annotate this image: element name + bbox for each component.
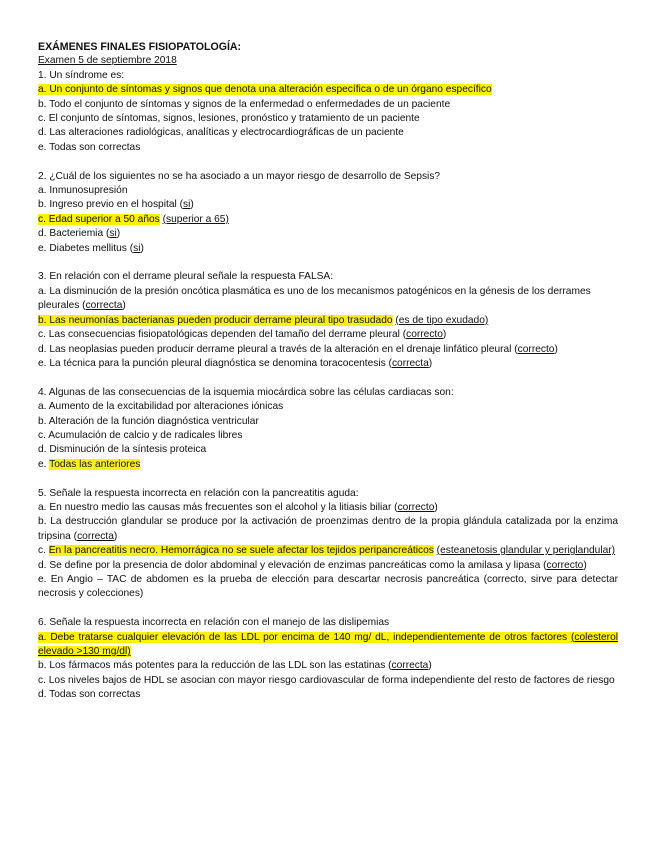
q3-a-note: correcta [85, 300, 123, 312]
q4-option-c: c. Acumulación de calcio y de radicales libres [38, 429, 243, 441]
q3-b-note: (es de tipo exudado) [395, 314, 489, 326]
q5-a-note: correcto [397, 501, 435, 513]
q6-option-d: d. Todas son correctas [38, 689, 141, 701]
q6-option-c: c. Los niveles bajos de HDL se asocian con mayor riesgo cardiovascular de forma independiente del resto de factores de riesgo [38, 674, 615, 686]
q1-option-d: d. Las alteraciones radiológicas, analíticas y electrocardiográficas de un paciente [38, 127, 404, 139]
q5-option-a: a. En nuestro medio las causas más frecuentes son el alcohol y la litiasis biliar (correcto) [38, 501, 438, 513]
q3-option-e: e. La técnica para la punción pleural diagnóstica se denomina toracocentesis (correcta) [38, 357, 433, 369]
q2-b-note: si [182, 199, 191, 211]
q5-c-note: (esteanetosis glandular y periglandular) [436, 545, 616, 557]
question-4: 4. Algunas de las consecuencias de la isquemia miocárdica sobre las células cardiacas son: [38, 386, 454, 398]
q5-option-d: d. Se define por la presencia de dolor abdominal y elevación de enzimas pancreáticas como la amilasa y lipasa (correcto) [38, 559, 587, 571]
q2-option-a: a. Inmunosupresión [38, 185, 128, 197]
q4-option-d: d. Disminución de la síntesis proteica [38, 444, 207, 456]
q3-option-c: c. Las consecuencias fisiopatológicas dependen del tamaño del derrame pleural (correcto) [38, 329, 447, 341]
q1-option-e: e. Todas son correctas [38, 141, 141, 153]
q5-b-note: correcta [77, 530, 114, 542]
q5-option-b: b. La destrucción glandular se produce por la activación de proenzimas dentro de la propia glándula catalizada por la enzima tripsina (correcta) [38, 516, 618, 542]
q3-c-note: correcto [406, 329, 443, 341]
q5-d-note: correcto [546, 559, 584, 571]
q4-option-e: e. Todas las anteriores [38, 458, 141, 470]
q1-option-c: c. El conjunto de síntomas, signos, lesiones, pronóstico y tratamiento de un paciente [38, 113, 420, 125]
question-3: 3. En relación con el derrame pleural señale la respuesta FALSA: [38, 271, 334, 283]
q5-option-c: c. En la pancreatitis necro. Hemorrágica no se suele afectar los tejidos peripancreáticos (esteanetosis glandular y periglandular) [38, 545, 616, 557]
q1-option-b: b. Todo el conjunto de síntomas y signos de la enfermedad o enfermedades de un paciente [38, 98, 451, 110]
q6-a-note: (colesterol elevado >130 mg/dl) [38, 631, 618, 657]
document-title: EXÁMENES FINALES FISIOPATOLOGÍA: [38, 41, 242, 53]
q2-d-note: si [109, 228, 117, 240]
document-page [38, 40, 618, 703]
q2-option-d: d. Bacteriemia (si) [38, 228, 121, 240]
q3-d-note: correcto [517, 343, 555, 355]
q3-e-note: correcta [391, 357, 429, 369]
q2-option-b: b. Ingreso previo en el hospital (si) [38, 199, 194, 211]
q1-option-a: a. Un conjunto de síntomas y signos que denota una alteración específica o de un órgano específico [38, 84, 492, 96]
q4-option-a: a. Aumento de la excitabilidad por alteraciones iónicas [38, 401, 284, 413]
question-6: 6. Señale la respuesta incorrecta en relación con el manejo de las dislipemias [38, 617, 390, 629]
question-5: 5. Señale la respuesta incorrecta en relación con la pancreatitis aguda: [38, 487, 359, 499]
exam-date: Examen 5 de septiembre 2018 [38, 55, 177, 67]
q6-b-note: correcta [391, 660, 429, 672]
q2-c-note: (superior a 65) [162, 213, 229, 225]
q2-option-c: c. Edad superior a 50 años (superior a 65) [38, 213, 229, 225]
q6-option-b: b. Los fármacos más potentes para la reducción de las LDL son las estatinas (correcta) [38, 660, 432, 672]
q6-option-a: a. Debe tratarse cualquier elevación de las LDL por encima de 140 mg/ dL, independientemente de otros factores (colesterol elevado >130 mg/dl) [38, 631, 618, 657]
q3-option-b: b. Las neumonías bacterianas pueden producir derrame pleural tipo trasudado (es de tipo exudado) [38, 314, 489, 326]
q3-option-d: d. Las neoplasias pueden producir derrame pleural a través de la alteración en el drenaje linfático pleural (correcto) [38, 343, 558, 355]
q2-e-note: si [133, 242, 141, 254]
q5-option-e: e. En Angio – TAC de abdomen es la prueba de elección para descartar necrosis pancreática (correcto, sirve para detectar necrosis y colecciones) [38, 573, 618, 600]
q4-option-b: b. Alteración de la función diagnóstica ventricular [38, 415, 259, 427]
question-1: 1. Un síndrome es: [38, 69, 125, 81]
q3-option-a: a. La disminución de la presión oncótica plasmática es uno de los mecanismos patogénicos en la génesis de los derrames pleurales (correcta) [38, 285, 591, 312]
q2-option-e: e. Diabetes mellitus (si) [38, 242, 144, 254]
question-2: 2. ¿Cuál de los siguientes no se ha asociado a un mayor riesgo de desarrollo de Sepsis? [38, 170, 441, 182]
